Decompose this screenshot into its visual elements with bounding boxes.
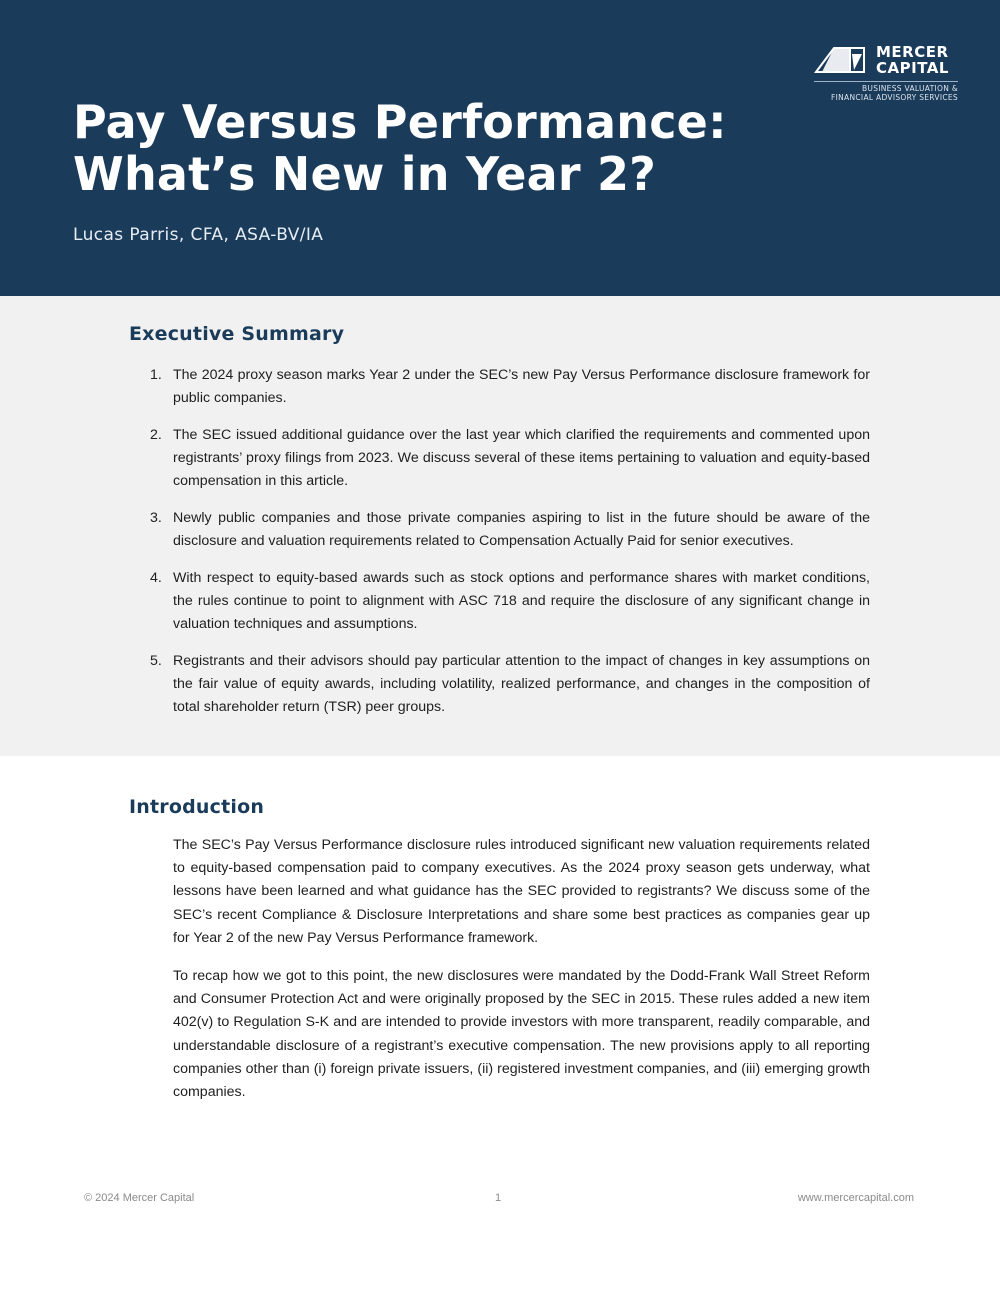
list-item-text: Newly public companies and those private companies aspiring to list in the future should be aware of the disclosure and valuation requirements related to Compensation Actually Paid for senior executives. bbox=[173, 510, 870, 549]
list-item-number: 2. bbox=[150, 427, 162, 443]
mercer-capital-logo-mark-icon bbox=[814, 44, 868, 74]
executive-summary-section bbox=[0, 296, 1000, 756]
logo-tagline-line-2: FINANCIAL ADVISORY SERVICES bbox=[831, 93, 958, 102]
introduction-paragraph-1: The SEC’s Pay Versus Performance disclosure rules introduced significant new valuation requirements related to equity-based compensation paid to company executives. As the 2024 proxy season gets underway, what lessons have been learned and what guidance has the SEC provided to registrants? We discuss some of the SEC’s recent Compliance & Disclosure Interpretations and share some best practices as companies gear up for Year 2 of the new Pay Versus Performance framework. bbox=[173, 837, 870, 946]
footer-page-number: 1 bbox=[495, 1192, 502, 1204]
logo-name-line-2: CAPITAL bbox=[876, 59, 949, 77]
logo-divider bbox=[814, 81, 958, 82]
author-byline: Lucas Parris, CFA, ASA-BV/IA bbox=[73, 225, 324, 245]
mercer-capital-logo bbox=[814, 44, 964, 104]
introduction-section bbox=[0, 756, 1000, 1156]
executive-summary-heading: Executive Summary bbox=[129, 323, 345, 345]
list-item-number: 3. bbox=[150, 510, 162, 526]
title-line-1: Pay Versus Performance: bbox=[73, 95, 727, 149]
document-header bbox=[0, 0, 1000, 296]
list-item-number: 1. bbox=[150, 367, 162, 383]
list-item bbox=[150, 567, 870, 636]
executive-summary-list bbox=[150, 364, 870, 733]
list-item-text: The SEC issued additional guidance over the last year which clarified the requirements and commented upon registrants’ proxy filings from 2023. We discuss several of these items pertaining to valuation and equity-based compensation in this article. bbox=[173, 427, 870, 489]
list-item bbox=[150, 424, 870, 493]
list-item bbox=[150, 650, 870, 719]
list-item-number: 4. bbox=[150, 570, 162, 586]
footer-website: www.mercercapital.com bbox=[797, 1192, 914, 1204]
title-line-2: What’s New in Year 2? bbox=[73, 147, 657, 201]
logo-tagline bbox=[831, 84, 958, 102]
list-item-number: 5. bbox=[150, 653, 162, 669]
list-item-text: The 2024 proxy season marks Year 2 under the SEC’s new Pay Versus Performance disclosure framework for public companies. bbox=[173, 367, 870, 406]
introduction-heading: Introduction bbox=[129, 796, 265, 818]
list-item bbox=[150, 507, 870, 553]
logo-tagline-line-1: BUSINESS VALUATION & bbox=[861, 84, 958, 93]
list-item-text: With respect to equity-based awards such as stock options and performance shares with market conditions, the rules continue to point to alignment with ASC 718 and require the disclosure of any significant change in valuation techniques and assumptions. bbox=[173, 570, 870, 632]
introduction-paragraph-2: To recap how we got to this point, the new disclosures were mandated by the Dodd-Frank Wall Street Reform and Consumer Protection Act and were originally proposed by the SEC in 2015. These rules added a new item 402(v) to Regulation S-K and are intended to provide investors with more transparent, readily comparable, and understandable disclosure of a registrant’s executive compensation. The new provisions apply to all reporting companies other than (i) foreign private issuers, (ii) registered investment companies, and (iii) emerging growth companies. bbox=[173, 968, 870, 1101]
list-item bbox=[150, 364, 870, 410]
logo-name-line-1: MERCER bbox=[876, 43, 949, 61]
document-title bbox=[73, 96, 773, 200]
logo-wordmark bbox=[876, 44, 949, 76]
page-footer bbox=[0, 1192, 1000, 1212]
list-item-text: Registrants and their advisors should pay particular attention to the impact of changes in key assumptions on the fair value of equity awards, including volatility, realized performance, and changes in the composition of total shareholder return (TSR) peer groups. bbox=[173, 653, 870, 715]
footer-copyright: © 2024 Mercer Capital bbox=[84, 1192, 195, 1204]
